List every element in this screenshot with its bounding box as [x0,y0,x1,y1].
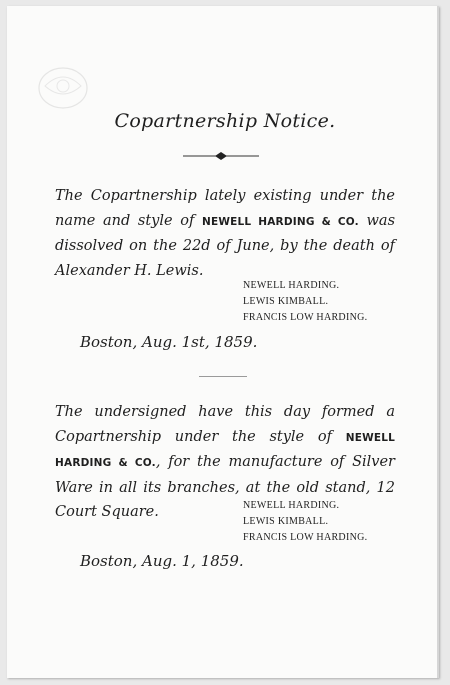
signature-line: LEWIS KIMBALL. [243,516,329,527]
signature-line: FRANCIS LOW HARDING. [243,312,368,323]
dissolution-paragraph [55,184,395,283]
dissolution-signatures [243,278,367,326]
signature-line: LEWIS KIMBALL. [243,296,329,307]
dissolution-text-after: was dissolved on the 22d of June, by the death of Alexander H. Lewis. [55,212,396,279]
signature-line: NEWELL HARDING. [243,500,340,511]
formation-firm-name: NEWELL HARDING & CO. [55,431,395,469]
formation-text-before: The undersigned have this day formed a Copartnership under the style of [55,404,395,445]
signature-line: FRANCIS LOW HARDING. [243,532,368,543]
dissolution-date: Boston, Aug. 1st, 1859. [80,333,258,351]
formation-date: Boston, Aug. 1, 1859. [80,552,244,570]
signature-line: NEWELL HARDING. [243,280,340,291]
dissolution-firm-name: NEWELL HARDING & CO. [202,215,359,228]
formation-signatures [243,498,367,546]
section-divider [199,376,247,377]
dissolution-text-before: The Copartnership lately existing under the name and style of [55,188,395,229]
divider-ornament-icon [183,150,259,162]
embossed-seal-icon [35,62,91,114]
notice-title: Copartnership Notice. [114,110,336,132]
formation-text-after: , for the manufacture of Silver Ware in all its branches, at the old stand, 12 Court Square. [55,454,395,520]
